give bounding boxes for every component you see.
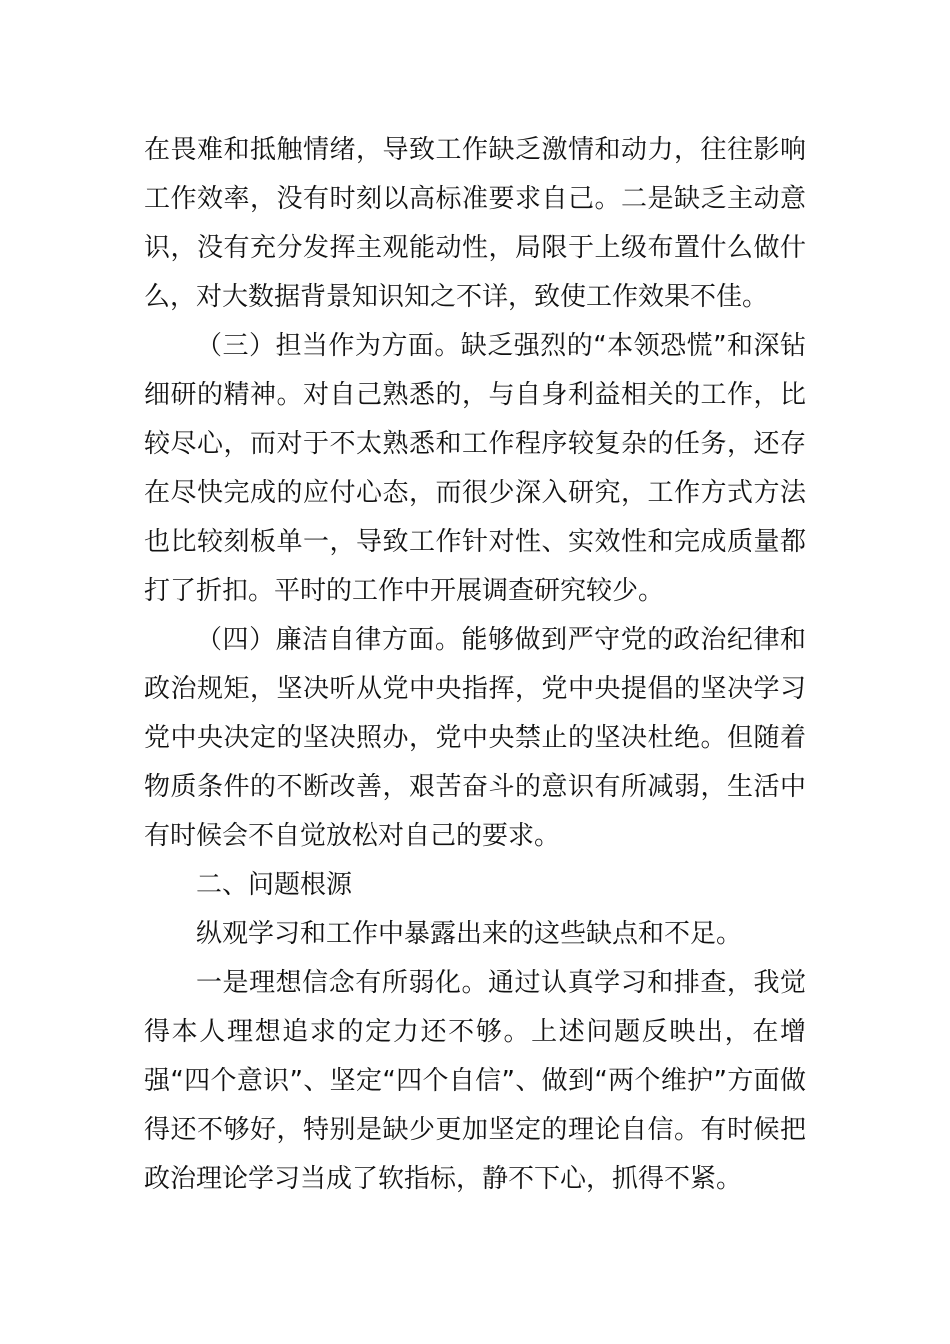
paragraph-section-three: （三）担当作为方面。缺乏强烈的“本领恐慌”和深钻细研的精神。对自己熟悉的，与自身利益相关的工作，比较尽心，而对于不太熟悉和工作程序较复杂的任务，还存在尽快完成的应付心态，而很少深入研究，工作方式方法也比较刻板单一，导致工作针对性、实效性和完成质量都打了折扣。平时的工作中开展调查研究较少。 (144, 331, 806, 606)
paragraph-continuation: 在畏难和抵触情绪，导致工作缺乏激情和动力，往往影响工作效率，没有时刻以高标准要求自己。二是缺乏主动意识，没有充分发挥主观能动性，局限于上级布置什么做什么，对大数据背景知识知之不详，致使工作效果不佳。 (144, 135, 806, 312)
paragraph-overview: 纵观学习和工作中暴露出来的这些缺点和不足。 (196, 919, 743, 949)
document-body (144, 126, 806, 1204)
paragraph-ideals-beliefs: 一是理想信念有所弱化。通过认真学习和排查，我觉得本人理想追求的定力还不够。上述问题反映出，在增强“四个意识”、坚定“四个自信”、做到“两个维护”方面做得还不够好，特别是缺少更加坚定的理论自信。有时候把政治理论学习当成了软指标，静不下心，抓得不紧。 (144, 968, 806, 1194)
paragraph-section-four: （四）廉洁自律方面。能够做到严守党的政治纪律和政治规矩，坚决听从党中央指挥，党中央提倡的坚决学习党中央决定的坚决照办，党中央禁止的坚决杜绝。但随着物质条件的不断改善，艰苦奋斗的意识有所减弱，生活中有时候会不自觉放松对自己的要求。 (144, 625, 806, 851)
section-heading-problem-roots: 二、问题根源 (196, 870, 353, 900)
